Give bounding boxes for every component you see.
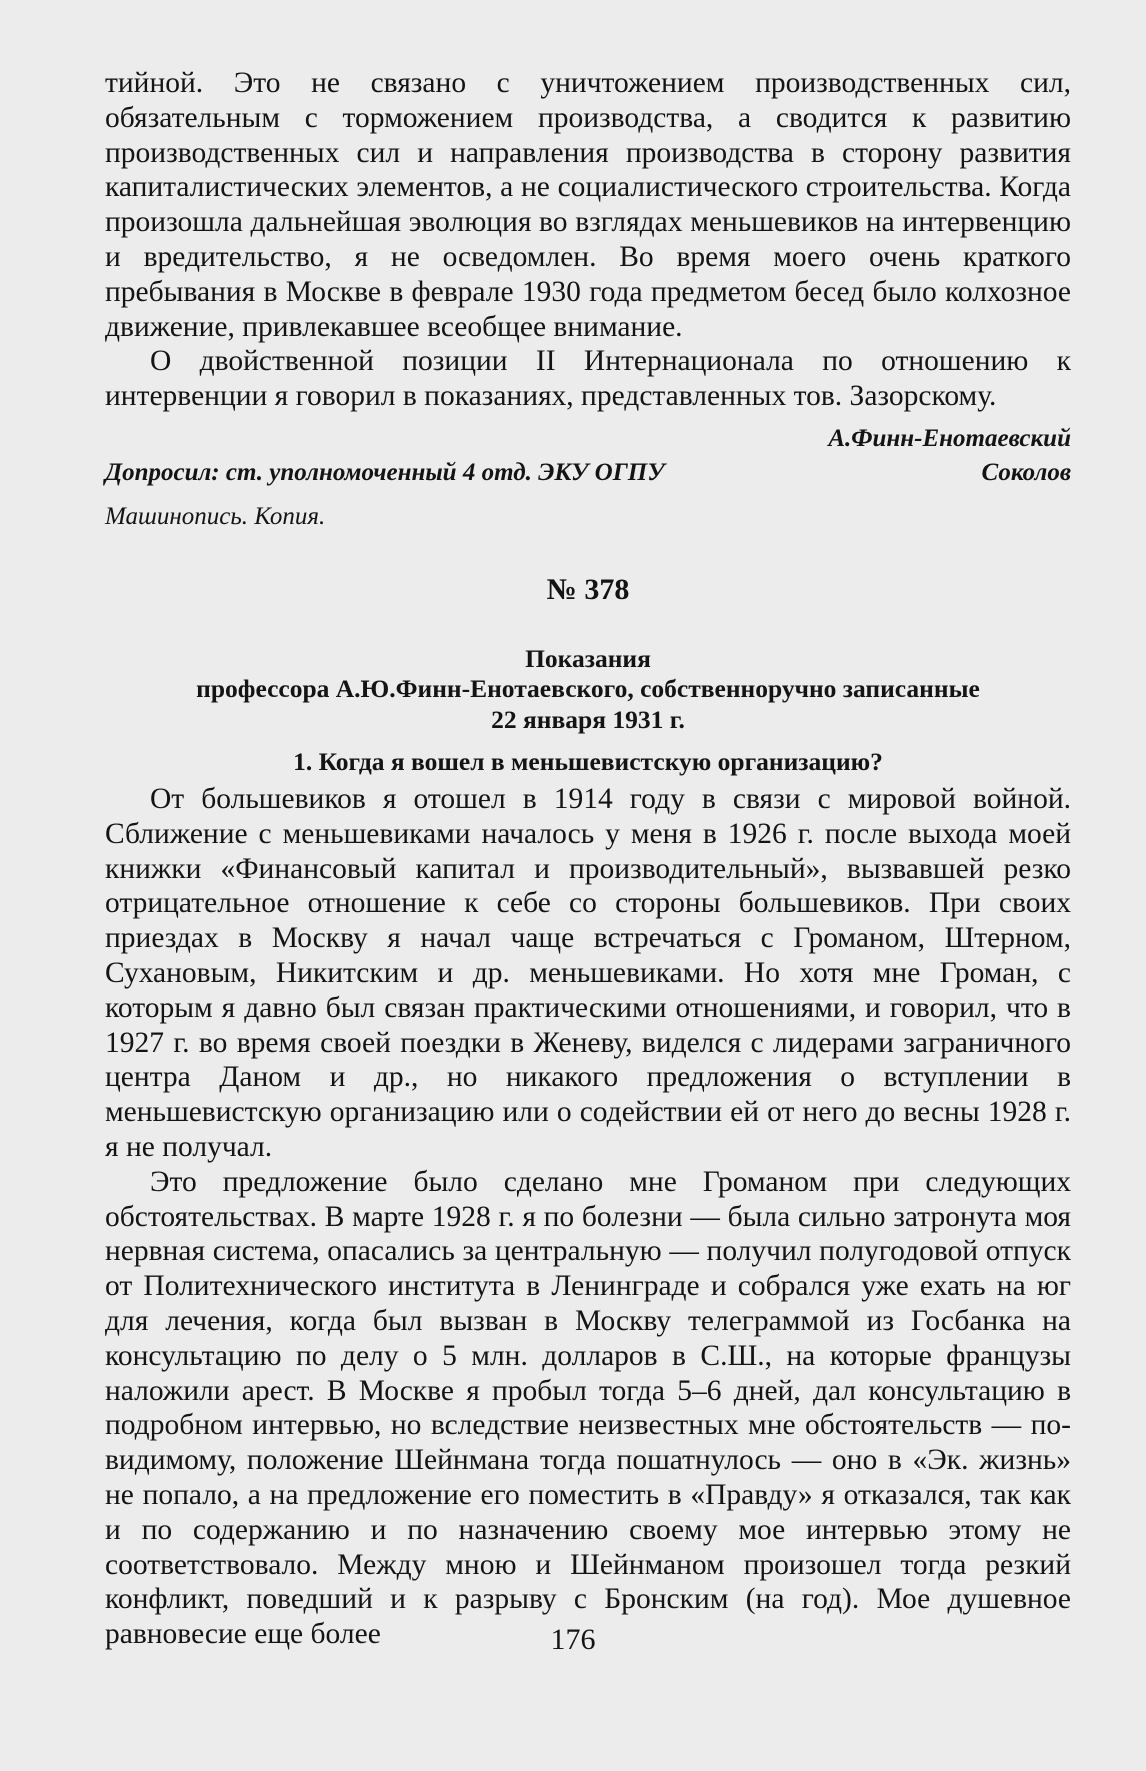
interrogated-by-name: Соколов	[981, 458, 1071, 486]
question-heading: 1. Когда я вошел в меньшевистскую организацию?	[293, 747, 883, 777]
paragraph-body-2: Это предложение было сделано мне Громаном при следующих обстоятельствах. В марте 1928 г. я по болезни — была сильно затронута моя нервная система, опасались за центральную — получил полугодовой отпуск от Политехнического института в Ленинграде и собрался уже ехать на юг для лечения, когда был вызван в Москву телеграммой из Госбанка на консультацию по делу о 5 млн. долларов в С.Ш., на которые французы наложили арест. В Москве я пробыл тогда 5–6 дней, дал консультацию в подробном интервью, но вследствие неизвестных мне обстоятельств — по-видимому, положение Шейнмана тогда пошатнулось — оно в «Эк. жизнь» не попало, а на предложение его поместить в «Правду» я отказался, так как и по содержанию и по назначению своему мое интервью этому не соответствовало. Между мною и Шейнманом произошел тогда резкий конфликт, поведший и к разрыву с Бронским (на год). Мое душевное равновесие еще более	[105, 1165, 1071, 1651]
paragraph-top-2: О двойственной позиции II Интернационала по отношению к интервенции я говорил в показаниях, представленных тов. Зазорскому.	[105, 345, 1071, 413]
paragraph-top-1: тийной. Это не связано с уничтожением производственных сил, обязательным с торможением производства, а сводится к развитию производственных сил и направления производства в сторону развития капиталистических элементов, а не социалистического строительства. Когда произошла дальнейшая эволюция во взглядах меньшевиков на интервенцию и вредительство, я не осведомлен. Во время моего очень краткого пребывания в Москве в феврале 1930 года предметом бесед было колхозное движение, привлекавшее всеобщее внимание.	[105, 67, 1071, 343]
signature: А.Финн-Енотаевский	[828, 424, 1071, 452]
paragraph-body-1: От большевиков я отошел в 1914 году в связи с мировой войной. Сближение с меньшевиками началось у меня в 1926 г. после выхода моей книжки «Финансовый капитал и производительный», вызвавшей резко отрицательное отношение к себе со стороны большевиков. При своих приездах в Москву я начал чаще встречаться с Громаном, Штерном, Сухановым, Никитским и др. меньшевиками. Но хотя мне Громан, с которым я давно был связан практическими отношениями, и говорил, что в 1927 г. во время своей поездки в Женеву, виделся с лидерами заграничного центра Даном и др., но никакого предложения о вступлении в меньшевистскую организацию или о содействии ей от него до весны 1928 г. я не получал.	[105, 782, 1071, 1163]
heading-line-2: профессора А.Ю.Финн-Енотаевского, собственноручно записанные	[196, 674, 980, 704]
heading-line-3: 22 января 1931 г.	[491, 704, 685, 734]
page-number: 176	[550, 1623, 596, 1656]
typescript-note: Машинопись. Копия.	[105, 502, 326, 530]
interrogated-by-label: Допросил: ст. уполномоченный 4 отд. ЭКУ ОГПУ	[105, 458, 665, 486]
interrogated-by	[105, 456, 1071, 490]
heading-line-1: Показания	[525, 643, 651, 673]
page-content	[105, 66, 1071, 1652]
document-number: № 378	[546, 572, 630, 606]
